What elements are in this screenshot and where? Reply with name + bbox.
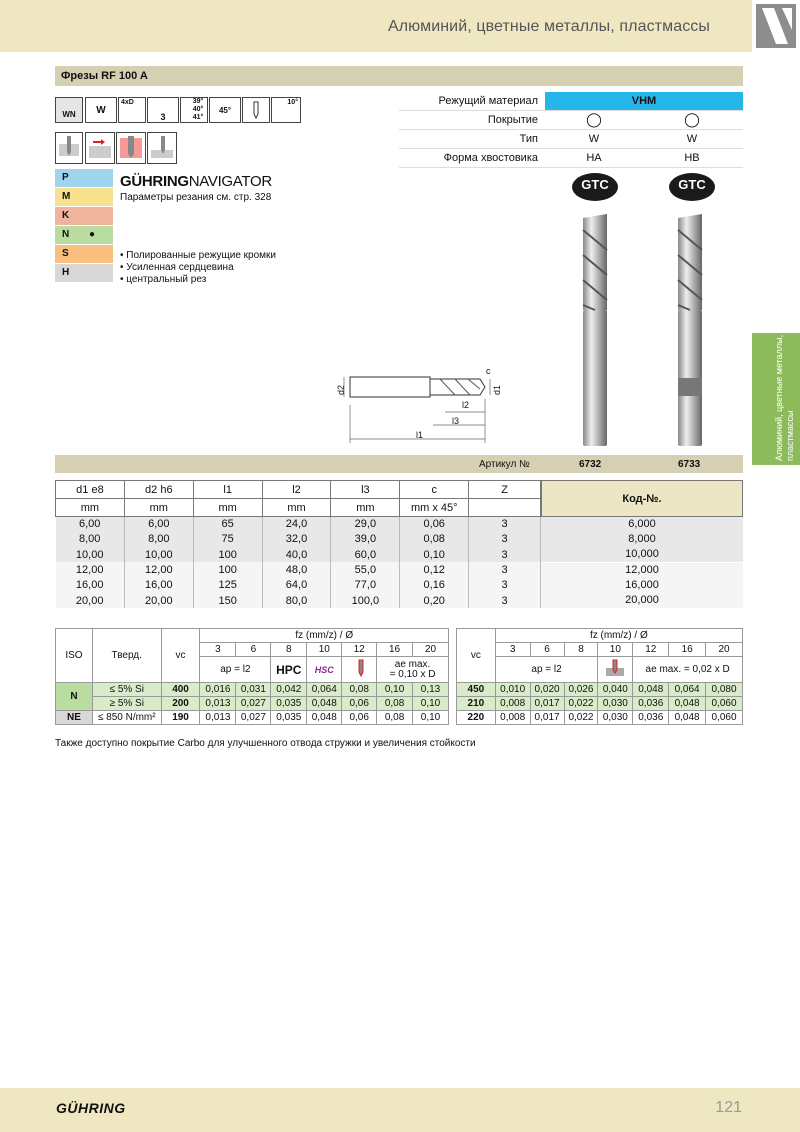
table-row: 12,00 12,00 100 48,0 55,0 0,12 3 <box>56 562 541 577</box>
l2-label: l2 <box>462 400 470 410</box>
feature-item: • Полированные режущие кромки <box>120 250 276 261</box>
slotting-icon <box>55 132 83 164</box>
navigator-logo: GÜHRINGNAVIGATOR <box>120 173 272 190</box>
iso-n: N <box>56 683 93 711</box>
dim-unit: mm x 45° <box>400 499 469 517</box>
article-6732: 6732 <box>579 459 602 470</box>
angle-icon: 10° <box>271 97 301 123</box>
material-divider <box>113 207 114 225</box>
features-list <box>120 250 276 286</box>
side-tab: Алюминий, цветные металлы, пластмассы <box>752 333 800 465</box>
ae-label: ae max. = 0,02 x D <box>633 657 743 683</box>
product-band <box>55 66 743 86</box>
article-label: Артикул № <box>479 459 530 470</box>
tool-end-icon <box>242 97 270 123</box>
material-m: M <box>55 188 113 206</box>
spec-value: HA <box>586 152 602 164</box>
coating-circle-icon: ◯ <box>684 111 700 127</box>
ae-label: ae max. = 0,10 x D <box>377 657 449 683</box>
header-band <box>0 0 760 52</box>
spec-label: Покрытие <box>487 114 538 126</box>
dimension-table <box>55 480 541 608</box>
ap-label: ap = l2 <box>200 657 271 683</box>
material-divider <box>113 188 114 206</box>
helix-icon: 39° 40° 41° <box>180 97 208 123</box>
spec-label: Форма хвостовика <box>443 152 538 164</box>
dim-unit: mm <box>331 499 400 517</box>
chapter-logo <box>752 0 800 52</box>
end-mill-hb-image <box>670 210 710 450</box>
ap-label: ap = l2 <box>495 657 598 683</box>
spec-value: W <box>686 133 698 145</box>
dim-unit: mm <box>193 499 262 517</box>
dim-header: l1 <box>193 481 262 499</box>
table-row: 8,00 8,00 75 32,0 39,0 0,08 3 <box>56 532 541 547</box>
l1-label: l1 <box>416 430 424 440</box>
length-icon: 4xD <box>118 97 146 123</box>
chamfer-icon: 45° <box>209 97 241 123</box>
material-divider <box>113 169 114 187</box>
cutting-table-right: vc fz (mm/z) / Ø 3 6 8 10 12 16 20 ap = l2 ae max. = 0,02 x D 450 0,010 0,020 0,026 0,040 0,048 0,064 0,080 210 0,008 0,017 0,022 0,030 0,036 0,048 0,060 220 0,008 0,017 0,022 0,030 0,036 0,048 0,060 <box>456 628 743 725</box>
ramping-icon <box>147 132 177 164</box>
w-icon: W <box>85 97 117 123</box>
article-6733: 6733 <box>678 459 701 470</box>
page-number: 121 <box>715 1099 742 1116</box>
product-title: Фрезы RF 100 A <box>61 70 148 82</box>
plunging-icon <box>116 132 146 164</box>
code-cell: 10,000 <box>541 547 743 562</box>
coating-circle-icon: ◯ <box>586 111 602 127</box>
dim-unit-row <box>56 499 541 517</box>
l3-label: l3 <box>452 416 460 426</box>
table-row: 10,00 10,00 100 40,0 60,0 0,10 3 <box>56 547 541 562</box>
table-row: 20,00 20,00 150 80,0 100,0 0,20 3 <box>56 593 541 608</box>
article-band <box>55 455 743 473</box>
wn-icon: WN <box>55 97 83 123</box>
material-s: S <box>55 245 113 263</box>
dim-header: l2 <box>262 481 331 499</box>
d1-label: d1 <box>492 384 503 396</box>
vc-header: vc <box>161 629 200 683</box>
side-cut-icon <box>342 657 377 683</box>
material-h: H <box>55 264 113 282</box>
fz-header: fz (mm/z) / Ø <box>200 629 449 643</box>
spec-value: VHM <box>631 95 657 107</box>
flutes-icon: 3 <box>147 97 179 123</box>
dim-header: d2 h6 <box>124 481 193 499</box>
hardness-header: Тверд. <box>92 629 161 683</box>
material-n: N ● <box>55 226 113 244</box>
table-row: 16,00 16,00 125 64,0 77,0 0,16 3 <box>56 578 541 593</box>
spec-value: HB <box>684 152 700 164</box>
iso-header: ISO <box>56 629 93 683</box>
feature-item: • центральный рез <box>120 274 207 285</box>
material-p: P <box>55 169 113 187</box>
navigator-text: Параметры резания см. стр. 328 <box>120 192 272 203</box>
d2-label: d2 <box>336 384 347 396</box>
material-n-mark: ● <box>89 229 96 240</box>
code-cell: 12,000 <box>541 563 743 578</box>
hsc-icon: HSC <box>307 657 342 683</box>
material-divider <box>113 264 114 282</box>
hpc-icon: HPC <box>271 657 307 683</box>
dim-header: c <box>400 481 469 499</box>
footer-logo: GÜHRING <box>56 1100 126 1116</box>
material-divider <box>113 245 114 263</box>
code-header: Код-№. <box>541 480 743 517</box>
code-cell: 20,000 <box>541 593 743 608</box>
spec-label: Тип <box>519 133 538 145</box>
footnote: Также доступно покрытие Carbo для улучшенного отвода стружки и увеличения стойкости <box>55 738 476 749</box>
dim-unit <box>469 499 541 517</box>
code-cell: 6,000 <box>541 517 743 532</box>
spec-label: Режущий материал <box>438 95 538 107</box>
cutting-table-left: ISO Тверд. vc fz (mm/z) / Ø 3 6 8 10 12 16 20 ap = l2 HPC HSC ae max. = 0,10 x D N ≤ 5% Si 400 0,016 0,031 0,042 0,064 0,08 0,10 0,13 ≥ 5% Si 200 0,013 0,027 0,035 0,048 0,06 0,08 0,10 NE ≤ 850 N/mm² 190 0,013 0,027 0,035 0,048 0,06 0,08 0,10 <box>55 628 449 725</box>
spec-value: W <box>588 133 600 145</box>
feature-item: • Усиленная сердцевина <box>120 262 234 273</box>
c-label: c <box>486 366 491 376</box>
vc-header: vc <box>457 629 496 683</box>
page-title: Алюминий, цветные металлы, пластмассы <box>387 18 710 35</box>
dim-unit: mm <box>262 499 331 517</box>
finish-cut-icon <box>598 657 633 683</box>
dim-unit: mm <box>124 499 193 517</box>
dim-unit: mm <box>56 499 125 517</box>
end-mill-ha-image <box>575 210 615 450</box>
code-cell: 16,000 <box>541 578 743 593</box>
code-cell: 8,000 <box>541 532 743 547</box>
gtc-badge: GTC <box>572 173 618 201</box>
iso-ne: NE <box>56 711 93 725</box>
side-milling-icon <box>85 132 115 164</box>
material-k: K <box>55 207 113 225</box>
dim-header-row <box>56 481 541 499</box>
dim-header: d1 e8 <box>56 481 125 499</box>
material-divider <box>113 226 114 244</box>
fz-header: fz (mm/z) / Ø <box>495 629 742 643</box>
dim-header: l3 <box>331 481 400 499</box>
gtc-badge: GTC <box>669 173 715 201</box>
table-row: 6,00 6,00 65 24,0 29,0 0,06 3 <box>56 517 541 532</box>
dim-header: Z <box>469 481 541 499</box>
